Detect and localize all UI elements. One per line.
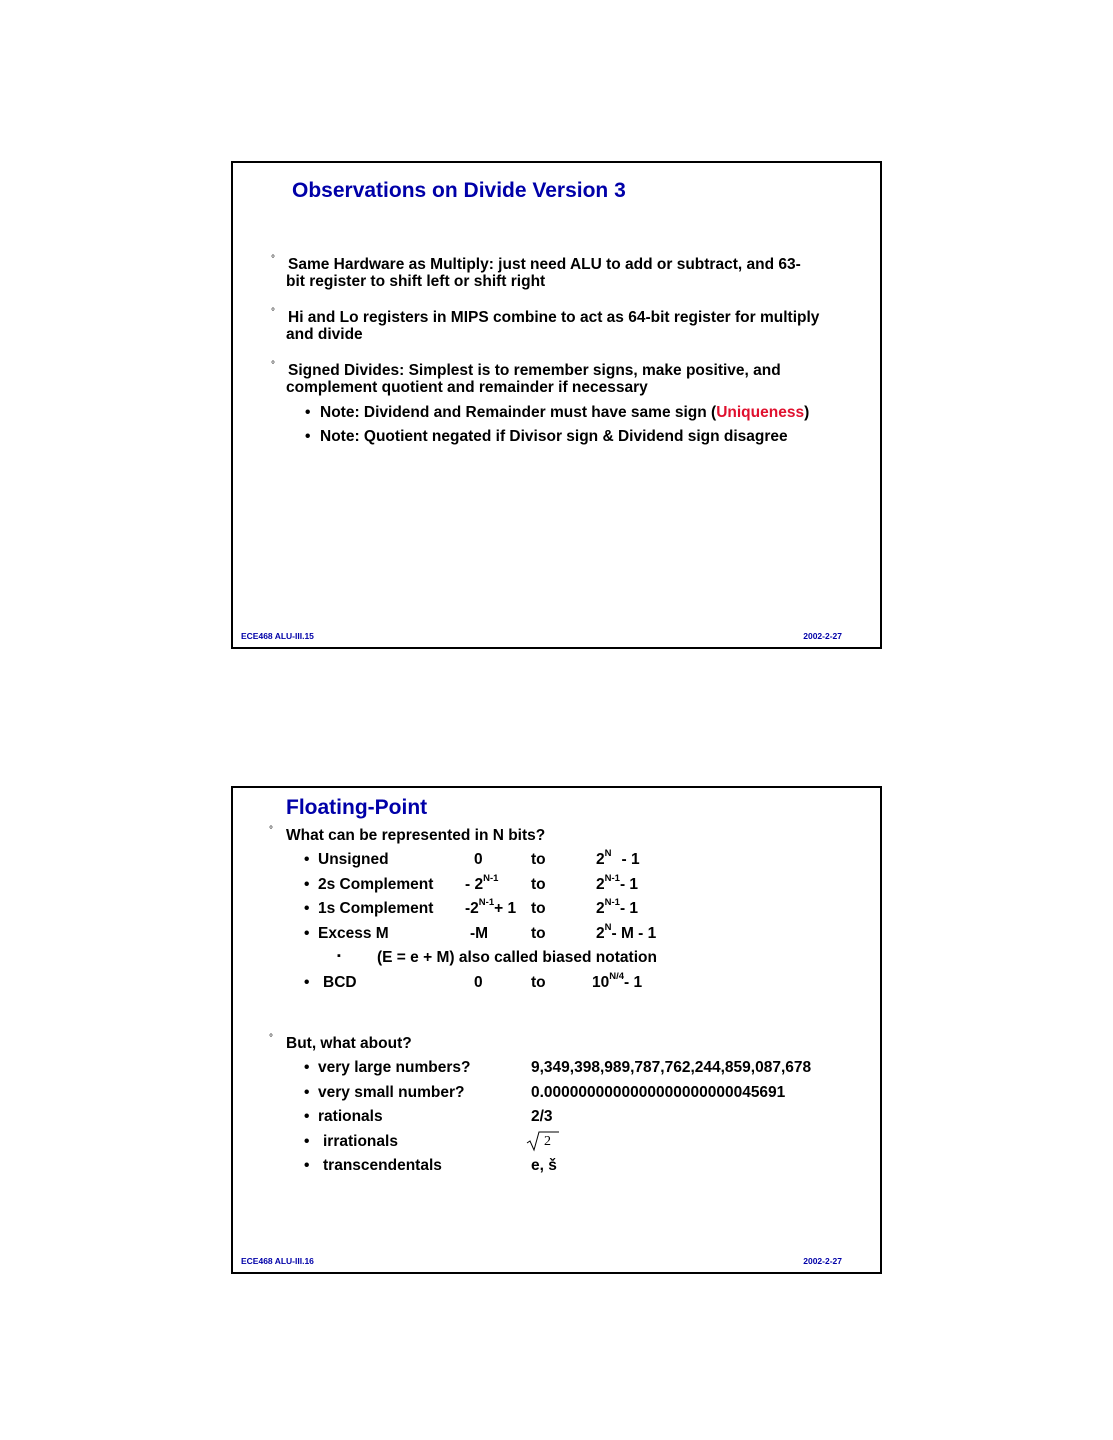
high-base: 2 (596, 851, 605, 868)
item-large-label: very large numbers? (318, 1059, 471, 1076)
exponent: N-1 (604, 897, 620, 908)
row-2s-complement-to: to (531, 876, 546, 893)
item-transcendentals-label: transcendentals (323, 1157, 442, 1174)
sub-bullet-marker: • (304, 1133, 310, 1150)
item-small-value: 0.0000000000000000000000045691 (531, 1084, 786, 1101)
bullet-marker: ° (269, 1033, 273, 1044)
row-2s-complement-label: 2s Complement (318, 876, 434, 893)
item-transcendentals-value: e, š (531, 1157, 557, 1174)
sub-bullet-1 (320, 404, 809, 421)
bullet-1-line-2: bit register to shift left or shift right (286, 273, 546, 290)
radical-sign-icon (525, 1129, 561, 1153)
bullet-marker: ° (271, 254, 275, 265)
sqrt-two (525, 1129, 561, 1153)
sub-bullet-marker: • (304, 851, 310, 868)
item-rationals-value: 2/3 (531, 1108, 553, 1125)
slide-alu-iii-15 (231, 161, 882, 649)
high-base: 10 (592, 974, 610, 991)
high-base: 2 (596, 900, 605, 917)
row-unsigned-low: 0 (474, 851, 483, 868)
row-1s-complement-label: 1s Complement (318, 900, 434, 917)
row-1s-complement-low (465, 897, 517, 919)
bullet-marker: ° (271, 307, 275, 318)
bullet-3-line-2: complement quotient and remainder if necessary (286, 379, 648, 396)
item-small-label: very small number? (318, 1084, 465, 1101)
exponent: N/4 (609, 971, 625, 982)
item-rationals-label: rationals (318, 1108, 383, 1125)
sub-bullet-marker: • (305, 404, 311, 421)
high-base: 2 (596, 925, 605, 942)
exponent: N (604, 922, 612, 933)
bullet-3-line-1: Signed Divides: Simplest is to remember signs, make positive, and (288, 362, 781, 379)
low-base: - 2 (465, 876, 484, 893)
sub-bullet-marker: • (304, 1059, 310, 1076)
sub-bullet-2: Note: Quotient negated if Divisor sign & Dividend sign disagree (320, 428, 788, 445)
sub-bullet-marker: • (304, 925, 310, 942)
bullet-marker: ° (269, 825, 273, 836)
high-base: 2 (596, 876, 605, 893)
high-tail: - 1 (619, 876, 639, 893)
high-tail: - 1 (621, 851, 640, 868)
exponent: N-1 (478, 897, 495, 908)
sub-bullet-marker: • (304, 900, 310, 917)
sub-bullet-marker: • (304, 1108, 310, 1125)
row-bcd-to: to (531, 974, 546, 991)
footer-slide-id: ECE468 ALU-III.15 (241, 631, 314, 641)
question-what-about: But, what about? (286, 1035, 412, 1052)
sub-bullet-marker: • (304, 1157, 310, 1174)
radicand: 2 (544, 1134, 551, 1149)
row-excess-m-to: to (531, 925, 546, 942)
low-tail: + 1 (494, 900, 517, 917)
footer-date: 2002-2-27 (803, 631, 842, 641)
high-tail: - 1 (624, 974, 643, 991)
row-excess-m-high (596, 922, 657, 944)
row-2s-complement-high (596, 873, 639, 895)
low-base: -2 (465, 900, 479, 917)
high-tail: - 1 (619, 900, 639, 917)
biased-notation-note: (E = e + M) also called biased notation (377, 949, 657, 966)
row-1s-complement-high (596, 897, 639, 919)
sub-bullet-marker: • (304, 974, 310, 991)
item-large-value: 9,349,398,989,787,762,244,859,087,678 (531, 1059, 812, 1076)
sub-bullet-marker: • (304, 876, 310, 893)
row-bcd-low: 0 (474, 974, 483, 991)
row-bcd-high (592, 971, 643, 993)
row-1s-complement-to: to (531, 900, 546, 917)
exponent: N (604, 848, 612, 859)
sub-bullet-marker: • (304, 1084, 310, 1101)
uniqueness-highlight: Uniqueness (716, 404, 805, 421)
row-2s-complement-low (465, 873, 499, 895)
exponent: N-1 (604, 873, 620, 884)
row-excess-m-label: Excess M (318, 925, 389, 942)
question-n-bits: What can be represented in N bits? (286, 827, 546, 844)
sub-bullet-1-close: ) (804, 404, 810, 421)
slide-title: Observations on Divide Version 3 (292, 179, 626, 202)
sub-bullet-1-text: Note: Dividend and Remainder must have same sign ( (320, 404, 717, 421)
square-bullet-marker: ▪ (337, 950, 341, 962)
exponent: N-1 (483, 873, 499, 884)
slide-title: Floating-Point (286, 796, 428, 819)
high-tail: - M - 1 (611, 925, 657, 942)
row-bcd-label: BCD (323, 974, 357, 991)
bullet-1-line-1: Same Hardware as Multiply: just need ALU to add or subtract, and 63- (288, 256, 801, 273)
bullet-2-line-1: Hi and Lo registers in MIPS combine to act as 64-bit register for multiply (288, 309, 820, 326)
row-unsigned-high (596, 848, 640, 870)
bullet-marker: ° (271, 360, 275, 371)
row-unsigned-to: to (531, 851, 546, 868)
row-unsigned-label: Unsigned (318, 851, 389, 868)
sub-bullet-marker: • (305, 428, 311, 445)
slide-alu-iii-16 (231, 786, 882, 1274)
footer-slide-id: ECE468 ALU-III.16 (241, 1256, 314, 1266)
row-excess-m-low: -M (470, 925, 489, 942)
footer-date: 2002-2-27 (803, 1256, 842, 1266)
bullet-2-line-2: and divide (286, 326, 363, 343)
item-irrationals-label: irrationals (323, 1133, 398, 1150)
